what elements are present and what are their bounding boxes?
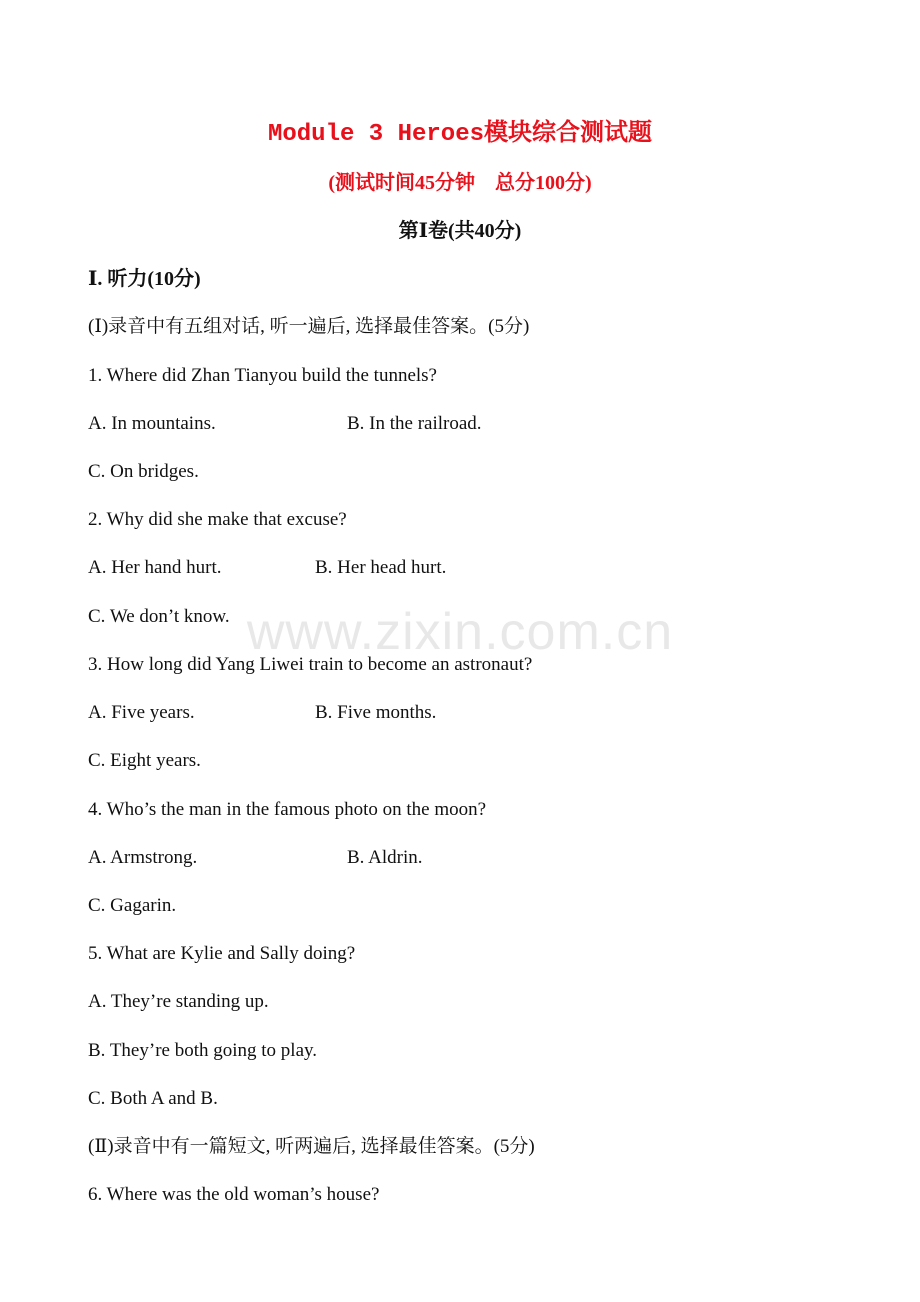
question-4-option-b: B. Aldrin. [347, 847, 423, 868]
question-4-option-a: A. Armstrong. [88, 847, 198, 868]
question-1: 1. Where did Zhan Tianyou build the tunnels? [88, 365, 437, 386]
question-3-option-b: B. Five months. [315, 702, 437, 723]
question-1-option-b: B. In the railroad. [347, 413, 482, 434]
listening-instruction-part2: (Ⅱ)录音中有一篇短文, 听两遍后, 选择最佳答案。(5分) [88, 1136, 535, 1157]
question-5: 5. What are Kylie and Sally doing? [88, 943, 356, 964]
question-6: 6. Where was the old woman’s house? [88, 1184, 380, 1205]
question-5-option-a: A. They’re standing up. [88, 991, 269, 1012]
part-heading: 第Ⅰ卷(共40分) [398, 220, 522, 242]
question-1-option-c: C. On bridges. [88, 461, 199, 482]
question-5-option-c: C. Both A and B. [88, 1088, 218, 1109]
test-info-subtitle: (测试时间45分钟 总分100分) [328, 172, 592, 194]
question-3-option-c: C. Eight years. [88, 750, 201, 771]
question-2-option-a: A. Her hand hurt. [88, 557, 222, 578]
question-2-option-c: C. We don’t know. [88, 606, 230, 627]
watermark: www.zixin.com.cn [246, 603, 674, 661]
question-1-option-a: A. In mountains. [88, 413, 216, 434]
question-3-option-a: A. Five years. [88, 702, 195, 723]
question-5-option-b: B. They’re both going to play. [88, 1040, 318, 1061]
question-2: 2. Why did she make that excuse? [88, 509, 347, 530]
question-3: 3. How long did Yang Liwei train to become an astronaut? [88, 654, 533, 675]
listening-instruction-part1: (Ⅰ)录音中有五组对话, 听一遍后, 选择最佳答案。(5分) [88, 316, 530, 337]
question-4-option-c: C. Gagarin. [88, 895, 177, 916]
question-4: 4. Who’s the man in the famous photo on the moon? [88, 799, 487, 820]
page-title: Module 3 Heroes模块综合测试题 [267, 121, 653, 148]
section-heading: Ⅰ. 听力(10分) [88, 268, 201, 290]
question-2-option-b: B. Her head hurt. [315, 557, 447, 578]
